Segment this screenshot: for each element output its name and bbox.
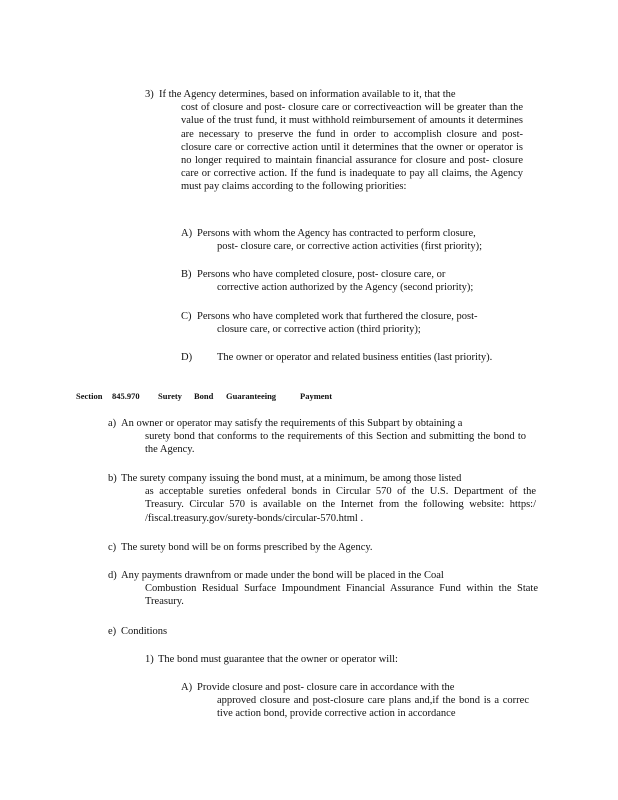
paragraph-label: A): [181, 682, 193, 693]
paragraph-label: 1): [145, 654, 154, 665]
paragraph-lead: Conditions: [121, 626, 168, 637]
paragraph-3-a: [181, 227, 513, 253]
paragraph-lead: The surety bond will be on forms prescribed by the Agency.: [121, 542, 373, 553]
paragraph-3-c: [181, 310, 513, 336]
paragraph-lead: Provide closure and post- closure care in accordance with the: [197, 682, 455, 693]
subsection-e: [108, 625, 408, 638]
section-number: 845.970: [112, 391, 140, 401]
paragraph-text: as acceptable sureties onfederal bonds in Circular 570 of the U.S. Department of the Treasury. Circular 570 is available on the Internet from the following website: https:/ /fiscal.treasury.gov/surety-bonds/circular-570.html .: [145, 486, 536, 524]
paragraph-label: B): [181, 269, 192, 280]
paragraph-label: c): [108, 542, 117, 553]
paragraph-label: C): [181, 311, 192, 322]
subsection-b: [108, 472, 536, 525]
paragraph-lead: The bond must guarantee that the owner or operator will:: [158, 654, 398, 665]
subsection-c: [108, 541, 526, 554]
paragraph-label: b): [108, 473, 117, 484]
section-heading-word: Guaranteeing: [226, 391, 277, 401]
subsection-a: [108, 417, 526, 457]
section-heading-word: Payment: [300, 391, 333, 401]
paragraph-label: A): [181, 228, 193, 239]
paragraph-text: post- closure care, or corrective action activities (first priority);: [217, 241, 483, 253]
subsection-e-1: [145, 653, 465, 666]
subsection-d: [108, 569, 538, 609]
paragraph-lead: The surety company issuing the bond must, at a minimum, be among those listed: [121, 473, 462, 484]
paragraph-label: a): [108, 418, 117, 429]
paragraph-text: Combustion Residual Surface Impoundment Financial Assurance Fund within the State Treasury.: [145, 583, 538, 608]
paragraph-lead: If the Agency determines, based on information available to it, that the: [159, 89, 456, 100]
paragraph-text: corrective action authorized by the Agency (second priority);: [217, 282, 474, 294]
paragraph-text: cost of closure and post- closure care or correctiveaction will be greater than the value of the trust fund, it must withhold reimbursement of amounts it determines are necessary to preserve the fund in order to accomplish closure and post- closure care or corrective action until it determines that the owner or operator is no longer required to maintain financial assurance for closure and post- closure care or corrective action. If the fund is inadequate to pay all claims, the Agency must pay claims according to the following priorities:: [181, 102, 523, 193]
section-heading-word: Surety: [158, 391, 182, 401]
paragraph-label: D): [181, 352, 193, 363]
paragraph-label: d): [108, 570, 117, 581]
section-heading-word: Bond: [194, 391, 214, 401]
subsection-e-1-a: [181, 681, 529, 721]
paragraph-lead: Persons who have completed closure, post- closure care, or: [197, 269, 446, 280]
paragraph-text: surety bond that conforms to the requirements of this Section and submitting the bond to the Agency.: [145, 431, 526, 456]
paragraph-lead: The owner or operator and related business entities (last priority).: [217, 352, 493, 363]
paragraph-text: approved closure and post-closure care plans and,if the bond is a correc tive action bond, provide corrective action in accordance: [217, 695, 529, 720]
paragraph-lead: Persons who have completed work that furthered the closure, post-: [197, 311, 478, 322]
paragraph-3-b: [181, 268, 513, 294]
section-heading-word: Section: [76, 391, 103, 401]
paragraph-label: 3): [145, 89, 154, 100]
paragraph-lead: Any payments drawnfrom or made under the bond will be placed in the Coal: [121, 570, 444, 581]
paragraph-3: [145, 88, 523, 194]
paragraph-3-d: [181, 351, 526, 364]
paragraph-text: closure care, or corrective action (third priority);: [217, 324, 421, 336]
paragraph-label: e): [108, 626, 117, 637]
paragraph-lead: An owner or operator may satisfy the requirements of this Subpart by obtaining a: [121, 418, 463, 429]
paragraph-lead: Persons with whom the Agency has contracted to perform closure,: [197, 228, 476, 239]
